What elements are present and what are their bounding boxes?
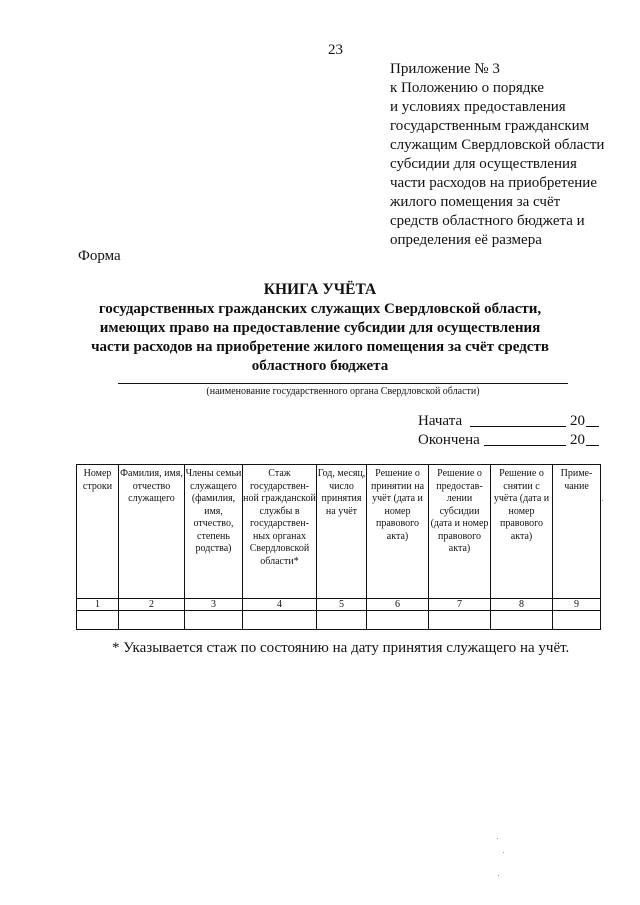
empty-cell bbox=[553, 611, 601, 630]
column-number: 9 bbox=[553, 599, 601, 611]
title-line: областного бюджета bbox=[251, 358, 389, 374]
appendix-line: субсидии для осуществления bbox=[390, 156, 577, 172]
appendix-line: к Положению о порядке bbox=[390, 80, 544, 96]
column-number: 2 bbox=[119, 599, 185, 611]
start-date-label: Начата bbox=[418, 413, 463, 429]
scan-speck bbox=[503, 852, 504, 853]
appendix-line: и условиях предоставления bbox=[390, 99, 566, 115]
appendix-line: жилого помещения за счёт bbox=[390, 194, 561, 210]
page-number: 23 bbox=[328, 42, 343, 58]
column-number: 1 bbox=[77, 599, 119, 611]
form-label: Форма bbox=[78, 248, 121, 264]
column-number: 7 bbox=[429, 599, 491, 611]
end-date-blank bbox=[484, 445, 566, 446]
appendix-line: государственным гражданским bbox=[390, 118, 590, 134]
empty-cell bbox=[243, 611, 317, 630]
empty-cell bbox=[429, 611, 491, 630]
appendix-line: части расходов на приобретение bbox=[390, 175, 597, 191]
column-number: 3 bbox=[185, 599, 243, 611]
title-line: части расходов на приобретение жилого помещения за счёт средств bbox=[91, 339, 549, 355]
start-year-blank bbox=[586, 426, 599, 427]
end-date-label: Окончена bbox=[418, 432, 480, 448]
appendix-block bbox=[390, 60, 630, 250]
column-header: Фамилия, имя, отчество служащего bbox=[119, 465, 185, 599]
appendix-line: служащим Свердловской области bbox=[390, 137, 605, 153]
title-line: имеющих право на предоставление субсидии для осуществления bbox=[99, 320, 541, 336]
column-number-row bbox=[77, 599, 601, 611]
end-year-blank bbox=[586, 445, 599, 446]
column-header: Номер строки bbox=[77, 465, 119, 599]
appendix-line: средств областного бюджета и bbox=[390, 213, 585, 229]
title-line: государственных гражданских служащих Свердловской области, bbox=[98, 301, 542, 317]
empty-cell bbox=[317, 611, 367, 630]
column-header: Члены семьи служащего (фамилия, имя, отчество, степень родства) bbox=[185, 465, 243, 599]
registry-table bbox=[76, 464, 601, 630]
appendix-line: Приложение № 3 bbox=[390, 61, 500, 77]
column-header: Год, месяц, число принятия на учёт bbox=[317, 465, 367, 599]
table-header-row bbox=[77, 465, 601, 599]
column-number: 6 bbox=[367, 599, 429, 611]
column-header: Решение о снятии с учёта (дата и номер правового акта) bbox=[491, 465, 553, 599]
column-header: Решение о предостав-лении субсидии (дата и номер правового акта) bbox=[429, 465, 491, 599]
scan-speck bbox=[498, 875, 499, 876]
column-header: Приме-чание bbox=[553, 465, 601, 599]
footnote: * Указывается стаж по состоянию на дату принятия служащего на учёт. bbox=[112, 640, 570, 656]
empty-cell bbox=[77, 611, 119, 630]
org-name-blank-line bbox=[118, 383, 568, 384]
scan-speck bbox=[497, 838, 498, 839]
column-number: 4 bbox=[243, 599, 317, 611]
empty-cell bbox=[119, 611, 185, 630]
title-main: КНИГА УЧЁТА bbox=[263, 281, 377, 298]
start-year-prefix: 20 bbox=[570, 413, 585, 429]
empty-cell bbox=[185, 611, 243, 630]
scan-speck bbox=[602, 500, 603, 501]
column-header: Решение о принятии на учёт (дата и номер правового акта) bbox=[367, 465, 429, 599]
document-title bbox=[60, 280, 580, 376]
column-number: 8 bbox=[491, 599, 553, 611]
start-date-blank bbox=[470, 426, 566, 427]
empty-cell bbox=[367, 611, 429, 630]
empty-table-row bbox=[77, 611, 601, 630]
column-header: Стаж государствен-ной гражданской службы в государствен-ных органах Свердловской области* bbox=[243, 465, 317, 599]
end-year-prefix: 20 bbox=[570, 432, 585, 448]
empty-cell bbox=[491, 611, 553, 630]
column-number: 5 bbox=[317, 599, 367, 611]
org-name-caption: (наименование государственного органа Свердловской области) bbox=[206, 386, 480, 397]
appendix-line: определения её размера bbox=[390, 232, 542, 248]
